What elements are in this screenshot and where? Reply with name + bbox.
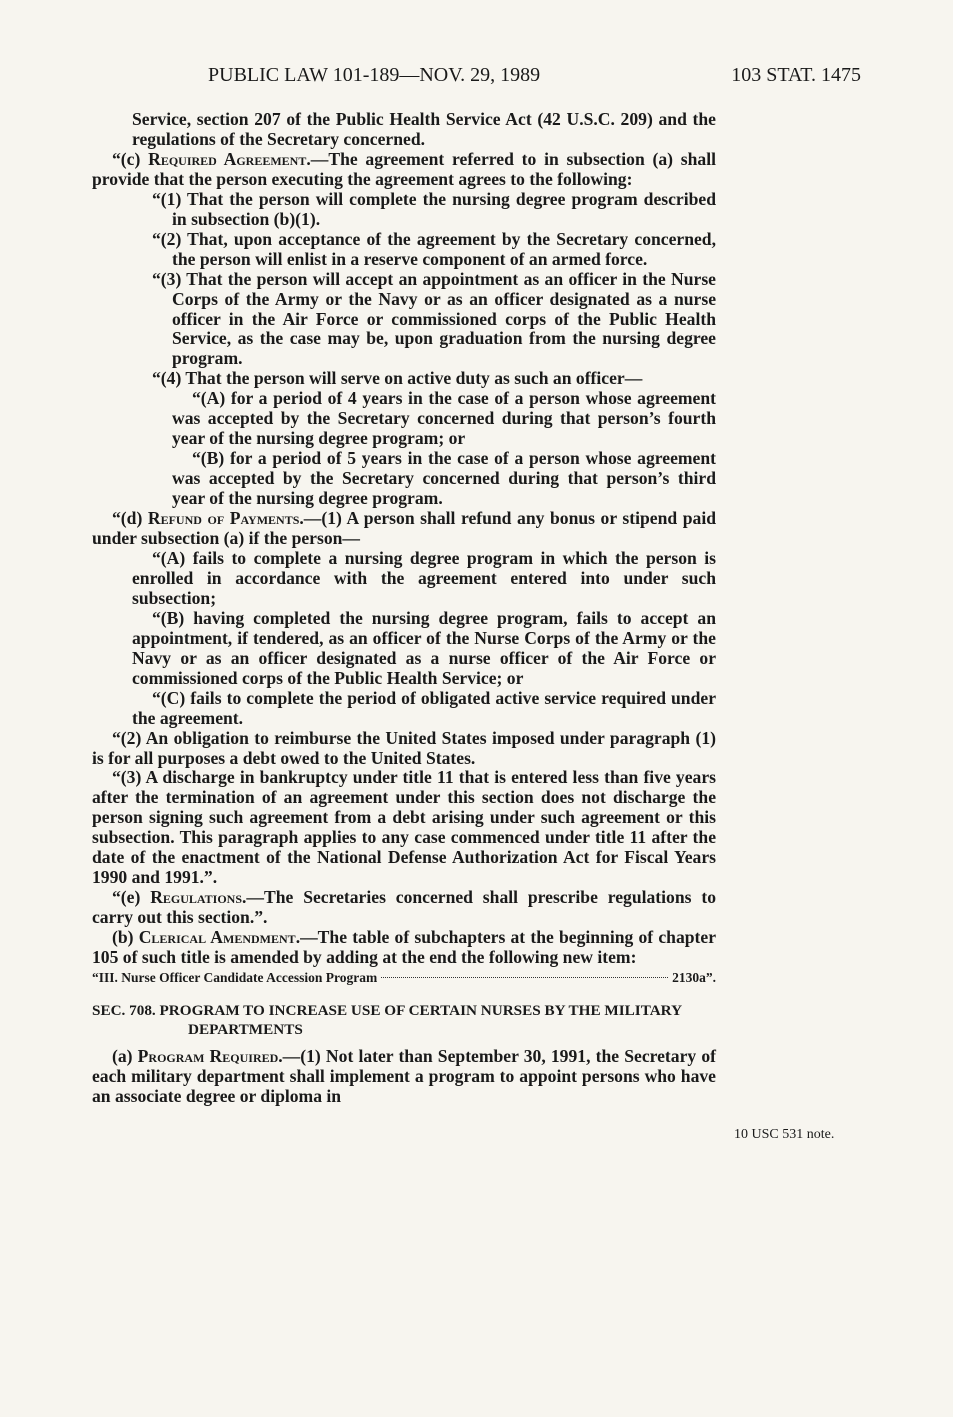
statute-page-number: 103 STAT. 1475 bbox=[731, 64, 861, 86]
paragraph: “(2) An obligation to reimburse the United States imposed under paragraph (1) is for all purposes a debt owed to the United States. bbox=[92, 727, 716, 768]
paragraph-heading: Clerical Amendment bbox=[138, 927, 296, 948]
page-header bbox=[90, 64, 861, 94]
running-title: PUBLIC LAW 101-189—NOV. 29, 1989 bbox=[208, 64, 541, 86]
paragraph: “(3) A discharge in bankruptcy under title 11 that is entered less than five years after the termination of an agreement under this section does not discharge the person signing such agreement from a debt arising under such agreement or this subsection. This paragraph applies to any case commenced under title 11 after the date of the enactment of the National Defense Authorization Act for Fiscal Years 1990 and 1991.”. bbox=[92, 767, 716, 888]
toc-item-number: 2130a”. bbox=[672, 969, 716, 985]
paragraph: “(1) That the person will complete the nursing degree program described in subsection (b)(1). bbox=[152, 188, 716, 229]
paragraph: “(A) fails to complete a nursing degree program in which the person is enrolled in accordance with the agreement entered into under such subsection; bbox=[132, 547, 716, 608]
leader-dots bbox=[381, 977, 668, 978]
paragraph: “(e) Regulations.—The Secretaries concerned shall prescribe regulations to carry out this section.”. bbox=[92, 887, 716, 928]
paragraph: “(B) having completed the nursing degree program, fails to accept an appointment, if tendered, as an officer of the Nurse Corps of the Army or the Navy or as an officer designated as a nurse officer of the Air Force or commissioned corps of the Public Health Service; or bbox=[132, 607, 716, 688]
paragraph: “(2) That, upon acceptance of the agreement by the Secretary concerned, the person will enlist in a reserve component of an armed force. bbox=[152, 228, 716, 269]
paragraph: “(c) Required Agreement.—The agreement referred to in subsection (a) shall provide that the person executing the agreement agrees to the following: bbox=[92, 148, 716, 189]
paragraph-heading: Regulations bbox=[150, 887, 243, 908]
paragraph: (a) Program Required.—(1) Not later than September 30, 1991, the Secretary of each military department shall implement a program to appoint persons who have an associate degree or diploma in bbox=[92, 1045, 716, 1106]
paragraph: (b) Clerical Amendment.—The table of subchapters at the beginning of chapter 105 of such title is amended by adding at the end the following new item: bbox=[92, 927, 717, 968]
table-of-subchapters-item bbox=[92, 969, 716, 987]
paragraph-heading: Required Agreement bbox=[148, 148, 307, 169]
paragraph-heading: Refund of Payments bbox=[147, 508, 300, 529]
paragraph: Service, section 207 of the Public Health Service Act (42 U.S.C. 209) and the regulations of the Secretary concerned. bbox=[132, 109, 716, 149]
paragraph: “(d) Refund of Payments.—(1) A person shall refund any bonus or stipend paid under subsection (a) if the person— bbox=[92, 508, 716, 549]
paragraph: “(4) That the person will serve on active duty as such an officer— bbox=[152, 368, 643, 389]
paragraph: “(C) fails to complete the period of obligated active service required under the agreement. bbox=[132, 687, 716, 728]
paragraph: “(3) That the person will accept an appointment as an officer in the Nurse Corps of the Army or the Navy or as an officer designated as a nurse officer in the Air Force or commissioned corps of the Public Health Service, as the case may be, upon graduation from the nursing degree program. bbox=[152, 268, 716, 369]
body-text bbox=[92, 110, 716, 1107]
toc-item-label: “III. Nurse Officer Candidate Accession Program bbox=[92, 969, 378, 985]
paragraph: “(A) for a period of 4 years in the case of a person whose agreement was accepted by the Secretary concerned during that person’s fourth year of the nursing degree program; or bbox=[172, 388, 716, 449]
paragraph-heading: Program Required bbox=[137, 1045, 279, 1066]
margin-note: 10 USC 531 note. bbox=[734, 1127, 835, 1142]
section-heading: SEC. 708. PROGRAM TO INCREASE USE OF CERTAIN NURSES BY THE MILITARY DEPARTMENTS bbox=[92, 1001, 682, 1038]
paragraph: “(B) for a period of 5 years in the case of a person whose agreement was accepted by the Secretary concerned during that person’s third year of the nursing degree program. bbox=[172, 448, 716, 509]
